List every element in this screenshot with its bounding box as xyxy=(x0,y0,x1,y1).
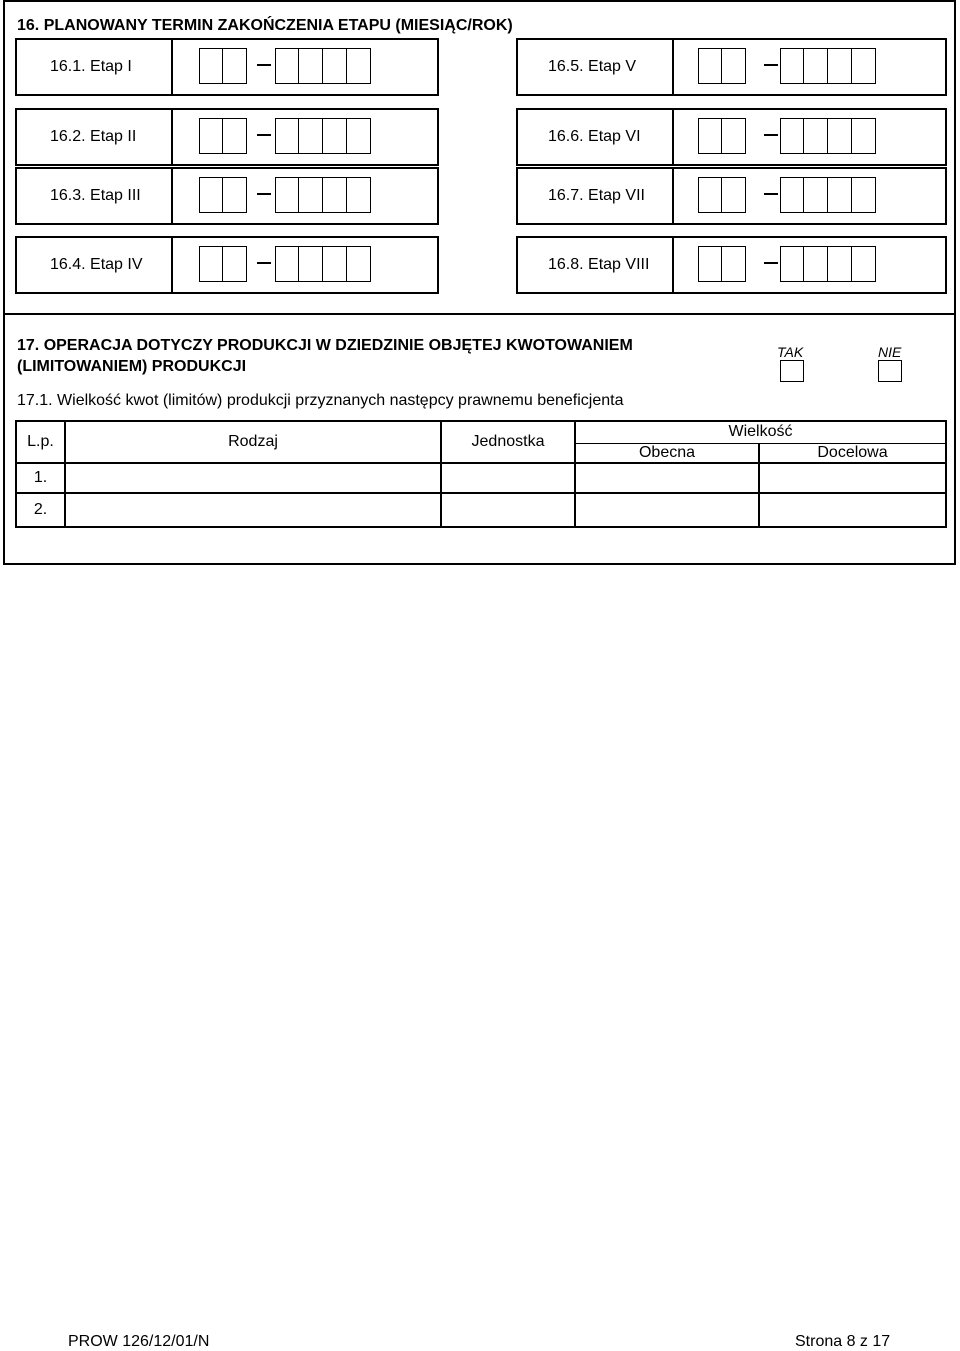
month-digit-cell[interactable] xyxy=(199,246,223,282)
month-digit-cell[interactable] xyxy=(698,177,722,213)
year-digit-cell[interactable] xyxy=(828,118,852,154)
year-digit-cell[interactable] xyxy=(347,48,371,84)
year-digit-cell[interactable] xyxy=(323,118,347,154)
header-size: Wielkość xyxy=(575,421,946,443)
yes-label: TAK xyxy=(777,344,804,360)
row-target-field[interactable] xyxy=(759,493,946,527)
stage-label: 16.3. Etap III xyxy=(50,187,141,204)
date-separator xyxy=(257,262,271,264)
year-digit-cell[interactable] xyxy=(828,177,852,213)
year-digit-cell[interactable] xyxy=(780,48,804,84)
date-separator xyxy=(764,193,778,195)
header-unit: Jednostka xyxy=(441,421,575,463)
month-digit-cell[interactable] xyxy=(223,48,247,84)
section-17-title-line1: 17. OPERACJA DOTYCZY PRODUKCJI W DZIEDZINIE OBJĘTEJ KWOTOWANIEM xyxy=(17,337,633,354)
year-digit-cell[interactable] xyxy=(347,246,371,282)
month-digit-cell[interactable] xyxy=(223,177,247,213)
year-digit-cell[interactable] xyxy=(804,118,828,154)
year-digit-cell[interactable] xyxy=(275,48,299,84)
month-cells[interactable] xyxy=(199,118,247,154)
stage-label: 16.6. Etap VI xyxy=(548,128,641,145)
no-label: NIE xyxy=(878,344,902,360)
year-cells[interactable] xyxy=(780,48,876,84)
year-digit-cell[interactable] xyxy=(323,246,347,282)
stage-label: 16.7. Etap VII xyxy=(548,187,645,204)
date-separator xyxy=(257,193,271,195)
section-17-1-subtitle: 17.1. Wielkość kwot (limitów) produkcji przyznanych następcy prawnemu beneficjenta xyxy=(17,392,624,409)
row-lp: 2. xyxy=(16,493,65,527)
row-type-field[interactable] xyxy=(65,493,441,527)
date-separator xyxy=(764,64,778,66)
stage-label: 16.2. Etap II xyxy=(50,128,137,145)
year-digit-cell[interactable] xyxy=(275,177,299,213)
month-digit-cell[interactable] xyxy=(722,48,746,84)
header-type: Rodzaj xyxy=(65,421,441,463)
section-16-title: 16. PLANOWANY TERMIN ZAKOŃCZENIA ETAPU (MIESIĄC/ROK) xyxy=(17,17,513,34)
header-current: Obecna xyxy=(575,443,759,463)
section-17-title-line2: (LIMITOWANIEM) PRODUKCJI xyxy=(17,358,247,375)
row-lp: 1. xyxy=(16,463,65,493)
year-digit-cell[interactable] xyxy=(780,118,804,154)
footer-page-number: Strona 8 z 17 xyxy=(795,1333,891,1350)
year-digit-cell[interactable] xyxy=(275,246,299,282)
month-digit-cell[interactable] xyxy=(199,48,223,84)
year-digit-cell[interactable] xyxy=(852,48,876,84)
year-digit-cell[interactable] xyxy=(828,48,852,84)
stage-label: 16.4. Etap IV xyxy=(50,256,143,273)
year-digit-cell[interactable] xyxy=(323,48,347,84)
year-digit-cell[interactable] xyxy=(347,118,371,154)
year-digit-cell[interactable] xyxy=(780,177,804,213)
section-divider xyxy=(3,313,956,315)
date-separator xyxy=(764,262,778,264)
month-digit-cell[interactable] xyxy=(223,118,247,154)
row-unit-field[interactable] xyxy=(441,493,575,527)
year-digit-cell[interactable] xyxy=(299,48,323,84)
year-cells[interactable] xyxy=(780,246,876,282)
year-digit-cell[interactable] xyxy=(299,118,323,154)
month-digit-cell[interactable] xyxy=(698,246,722,282)
no-checkbox[interactable] xyxy=(878,360,902,382)
month-digit-cell[interactable] xyxy=(722,177,746,213)
month-cells[interactable] xyxy=(698,177,746,213)
month-cells[interactable] xyxy=(698,48,746,84)
row-current-field[interactable] xyxy=(575,463,759,493)
year-digit-cell[interactable] xyxy=(852,177,876,213)
year-digit-cell[interactable] xyxy=(804,48,828,84)
year-digit-cell[interactable] xyxy=(852,118,876,154)
year-digit-cell[interactable] xyxy=(804,246,828,282)
month-digit-cell[interactable] xyxy=(199,118,223,154)
quota-table xyxy=(15,420,947,528)
header-target: Docelowa xyxy=(759,443,946,463)
date-separator xyxy=(257,134,271,136)
stage-label: 16.8. Etap VIII xyxy=(548,256,650,273)
month-digit-cell[interactable] xyxy=(722,118,746,154)
stage-label: 16.1. Etap I xyxy=(50,58,132,75)
year-cells[interactable] xyxy=(780,177,876,213)
month-cells[interactable] xyxy=(199,177,247,213)
row-type-field[interactable] xyxy=(65,463,441,493)
footer-doc-code: PROW 126/12/01/N xyxy=(68,1333,210,1350)
month-cells[interactable] xyxy=(199,246,247,282)
table-row xyxy=(16,493,946,527)
top-border xyxy=(3,0,956,2)
stage-label: 16.5. Etap V xyxy=(548,58,637,75)
year-digit-cell[interactable] xyxy=(299,246,323,282)
table-row xyxy=(16,463,946,493)
year-cells[interactable] xyxy=(780,118,876,154)
month-cells[interactable] xyxy=(698,246,746,282)
row-current-field[interactable] xyxy=(575,493,759,527)
row-unit-field[interactable] xyxy=(441,463,575,493)
month-digit-cell[interactable] xyxy=(698,118,722,154)
year-digit-cell[interactable] xyxy=(323,177,347,213)
header-lp: L.p. xyxy=(16,421,65,463)
year-digit-cell[interactable] xyxy=(852,246,876,282)
year-cells[interactable] xyxy=(275,118,371,154)
row-target-field[interactable] xyxy=(759,463,946,493)
year-digit-cell[interactable] xyxy=(804,177,828,213)
month-digit-cell[interactable] xyxy=(722,246,746,282)
year-digit-cell[interactable] xyxy=(275,118,299,154)
month-digit-cell[interactable] xyxy=(223,246,247,282)
month-cells[interactable] xyxy=(698,118,746,154)
month-digit-cell[interactable] xyxy=(199,177,223,213)
month-cells[interactable] xyxy=(199,48,247,84)
year-digit-cell[interactable] xyxy=(347,177,371,213)
year-digit-cell[interactable] xyxy=(780,246,804,282)
year-digit-cell[interactable] xyxy=(299,177,323,213)
date-separator xyxy=(257,64,271,66)
year-cells[interactable] xyxy=(275,177,371,213)
year-cells[interactable] xyxy=(275,246,371,282)
month-digit-cell[interactable] xyxy=(698,48,722,84)
year-digit-cell[interactable] xyxy=(828,246,852,282)
yes-checkbox[interactable] xyxy=(780,360,804,382)
year-cells[interactable] xyxy=(275,48,371,84)
date-separator xyxy=(764,134,778,136)
